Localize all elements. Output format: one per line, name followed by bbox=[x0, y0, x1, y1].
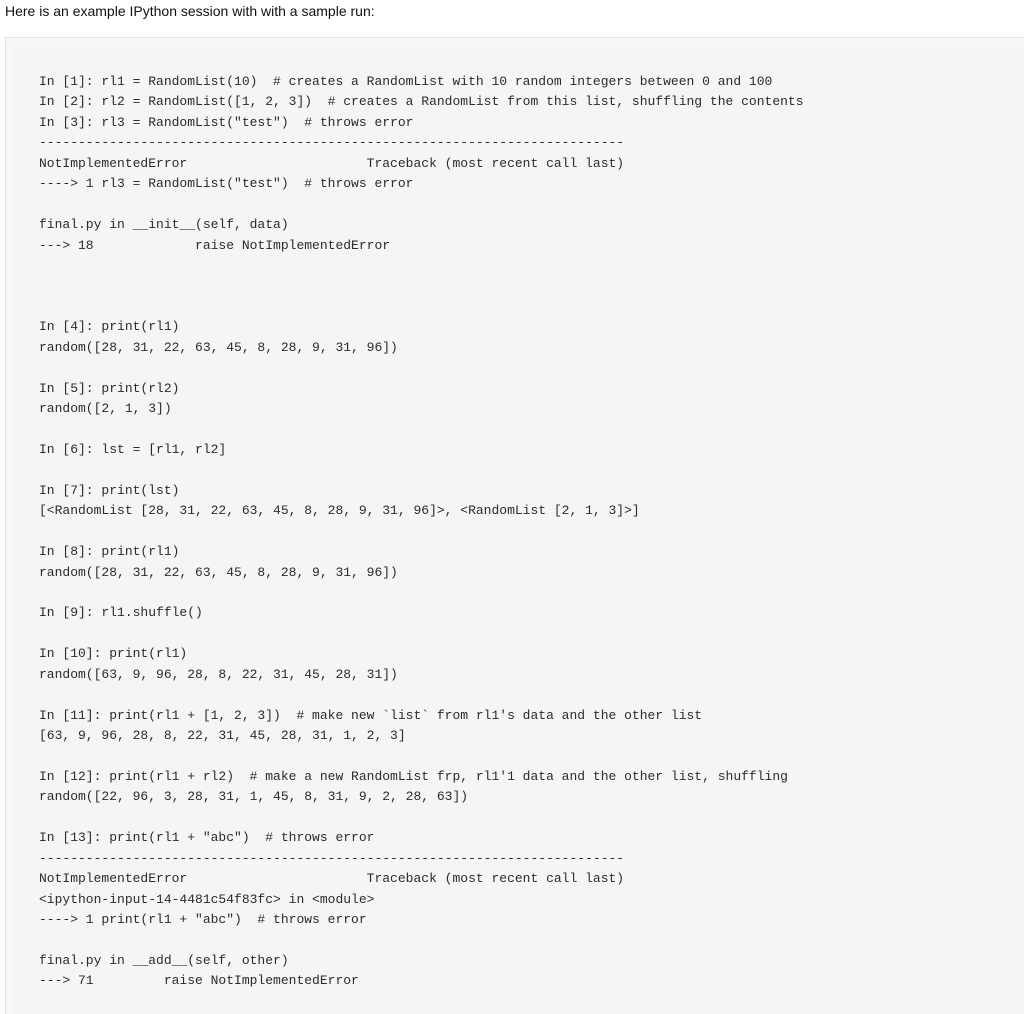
code-line: final.py in __init__(self, data) bbox=[39, 217, 289, 233]
code-line: In [1]: rl1 = RandomList(10) # creates a RandomList with 10 random integers between 0 and 100 bbox=[39, 74, 773, 89]
code-line bbox=[39, 522, 804, 542]
code-line: random([22, 96, 3, 28, 31, 1, 45, 8, 31, 9, 2, 28, 63]) bbox=[39, 789, 469, 805]
code-line: ----> 1 rl3 = RandomList("test") # throws error bbox=[39, 176, 414, 192]
code-line: random([2, 1, 3]) bbox=[39, 401, 172, 416]
code-line bbox=[39, 583, 804, 603]
code-line: In [3]: rl3 = RandomList("test") # throws error bbox=[39, 114, 414, 130]
code-line bbox=[39, 358, 804, 378]
code-line: NotImplementedError Traceback (most recent call last) bbox=[39, 155, 625, 171]
intro-text: Here is an example IPython session with with a sample run: bbox=[5, 3, 375, 19]
code-line: [<RandomList [28, 31, 22, 63, 45, 8, 28, 9, 31, 96]>, <RandomList [2, 1, 3]>] bbox=[39, 503, 640, 519]
code-line bbox=[39, 746, 804, 766]
code-line: In [2]: rl2 = RandomList([1, 2, 3]) # creates a RandomList from this list, shuffling the contents bbox=[39, 94, 804, 110]
code-line: In [12]: print(rl1 + rl2) # make a new RandomList frp, rl1'1 data and the other list, shuffling bbox=[39, 768, 788, 784]
code-line: ----> 1 print(rl1 + "abc") # throws error bbox=[39, 911, 367, 927]
code-line: In [11]: print(rl1 + [1, 2, 3]) # make new `list` from rl1's data and the other list bbox=[39, 707, 703, 723]
code-line bbox=[39, 808, 804, 828]
code-line: random([63, 9, 96, 28, 8, 22, 31, 45, 28, 31]) bbox=[39, 666, 398, 682]
code-line: random([28, 31, 22, 63, 45, 8, 28, 9, 31, 96]) bbox=[39, 339, 398, 355]
code-line bbox=[39, 930, 804, 950]
code-line bbox=[39, 685, 804, 705]
code-line: --------------------------------------------------------------------------- bbox=[39, 850, 625, 866]
code-line: In [5]: print(rl2) bbox=[39, 380, 180, 396]
code-line bbox=[39, 460, 804, 480]
ipython-session-code bbox=[39, 72, 804, 992]
code-line: random([28, 31, 22, 63, 45, 8, 28, 9, 31, 96]) bbox=[39, 564, 398, 580]
code-line bbox=[39, 195, 804, 215]
code-line bbox=[39, 256, 804, 276]
code-line: In [7]: print(lst) bbox=[39, 482, 180, 498]
code-block-inner bbox=[13, 47, 1024, 1014]
code-line: In [13]: print(rl1 + "abc") # throws error bbox=[39, 830, 375, 846]
code-line: final.py in __add__(self, other) bbox=[39, 952, 289, 968]
code-line bbox=[39, 297, 804, 317]
code-line: In [4]: print(rl1) bbox=[39, 319, 180, 335]
code-line: In [6]: lst = [rl1, rl2] bbox=[39, 441, 227, 457]
code-line: In [8]: print(rl1) bbox=[39, 544, 180, 560]
code-line: <ipython-input-14-4481c54f83fc> in <module> bbox=[39, 891, 375, 907]
code-line: --------------------------------------------------------------------------- bbox=[39, 135, 625, 151]
code-block bbox=[5, 37, 1024, 1014]
code-line: ---> 18 raise NotImplementedError bbox=[39, 237, 391, 253]
code-line bbox=[39, 624, 804, 644]
code-line: NotImplementedError Traceback (most recent call last) bbox=[39, 871, 625, 887]
code-line: [63, 9, 96, 28, 8, 22, 31, 45, 28, 31, 1, 2, 3] bbox=[39, 728, 406, 743]
code-line bbox=[39, 419, 804, 439]
code-line: In [10]: print(rl1) bbox=[39, 646, 188, 662]
code-line bbox=[39, 276, 804, 296]
code-line: In [9]: rl1.shuffle() bbox=[39, 605, 203, 621]
code-line: ---> 71 raise NotImplementedError bbox=[39, 973, 359, 989]
